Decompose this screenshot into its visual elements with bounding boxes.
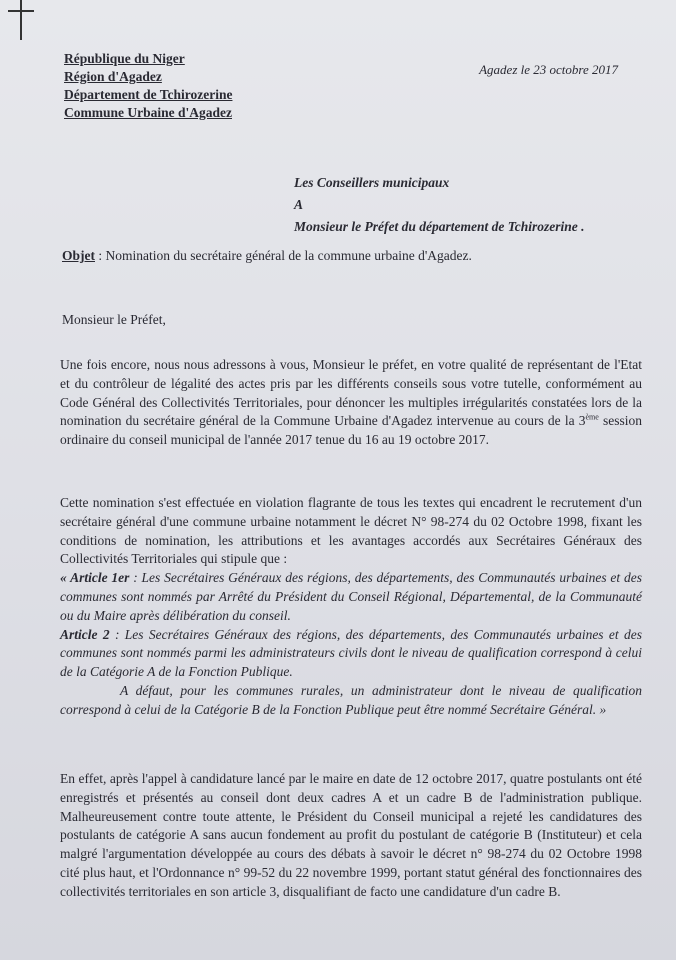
header-line: République du Niger: [64, 51, 185, 66]
paragraph-1-text: Une fois encore, nous nous adressons à vous, Monsieur le préfet, en votre qualité de représentant de l'Etat et du contrôleur de légalité des actes pris par les différents conseils sous votre tutelle, conformément au Code Général des Collectivités Territoriales, pour dénoncer les multiples irrégularités constatées lors de la nomination du secrétaire général de la Commune Urbaine d'Agadez intervenue au cours de la 3: [60, 357, 642, 429]
sender-header: [64, 50, 232, 122]
letter-date: Agadez le 23 octobre 2017: [479, 62, 618, 77]
from-line: Les Conseillers municipaux: [294, 175, 450, 190]
article-2-label: Article 2: [60, 626, 110, 642]
header-line: Département de Tchirozerine: [64, 87, 233, 102]
to-line: Monsieur le Préfet du département de Tchirozerine .: [294, 219, 585, 234]
article-2-quote: [60, 626, 642, 682]
article-2-continuation: A défaut, pour les communes rurales, un administrateur dont le niveau de qualification correspond à celui de la Catégorie B de la Fonction Publique peut être nommé Secrétaire Général. »: [60, 682, 642, 717]
paragraph-1-text-end: session ordinaire du conseil municipal de l'année 2017 tenue du 16 au 19 octobre 2017.: [60, 413, 642, 448]
to-word: A: [294, 197, 304, 212]
subject-label: Objet: [62, 248, 95, 263]
paragraph-2: [60, 494, 642, 720]
recipients-block: [294, 172, 585, 238]
subject-line: [62, 248, 472, 264]
paragraph-1: [60, 356, 642, 450]
article-1-label: « Article 1er: [60, 570, 130, 586]
paragraph-3: En effet, après l'appel à candidature lancé par le maire en date de 12 octobre 2017, quatre postulants ont été enregistrés et présentés au conseil dont deux cadres A et un cadre B de l'administration publique. Malheureusement contre toute attente, le Président du Conseil municipal a rejeté les candidatures des postulants de catégorie A sans aucun fondement au profit du postulant de catégorie B (Instituteur) et cela malgré l'argumentation développée au cours des débats à savoir le décret n° 98-274 du 02 Octobre 1998 cité plus haut, et l'Ordonnance n° 99-52 du 22 novembre 1999, portant statut général des fonctionnaires des collectivités territoriales en son article 3, disqualifiant de facto une candidature d'un cadre B.: [60, 771, 642, 899]
salutation: Monsieur le Préfet,: [62, 312, 166, 327]
superscript: ème: [585, 412, 599, 422]
article-1-text: : Les Secrétaires Généraux des régions, des départements, des Communautés urbaines et des communes sont nommés par Arrêté du Président du Conseil Régional, Départemental, de la Communauté ou du Maire après délibération du conseil.: [60, 570, 642, 623]
subject-text: : Nomination du secrétaire général de la commune urbaine d'Agadez.: [95, 248, 472, 263]
article-2-text: : Les Secrétaires Généraux des régions, des départements, des Communautés urbaines et des communes sont nommés parmi les administrateurs civils dont le niveau de qualification correspond à celui de la Catégorie A de la Fonction Publique.: [60, 626, 642, 680]
header-line: Région d'Agadez: [64, 69, 162, 84]
paragraph-2-intro: Cette nomination s'est effectuée en violation flagrante de tous les textes qui encadrent le recrutement d'un secrétaire général d'une commune urbaine notamment le décret N° 98-274 du 02 Octobre 1998, fixant les conditions de nomination, les attributions et les avantages accordés aux Secrétaires Généraux des Collectivités Territoriales qui stipule que :: [60, 495, 642, 567]
cross-mark-icon: [6, 0, 36, 40]
header-line: Commune Urbaine d'Agadez: [64, 105, 232, 120]
article-1-quote: [60, 569, 642, 625]
